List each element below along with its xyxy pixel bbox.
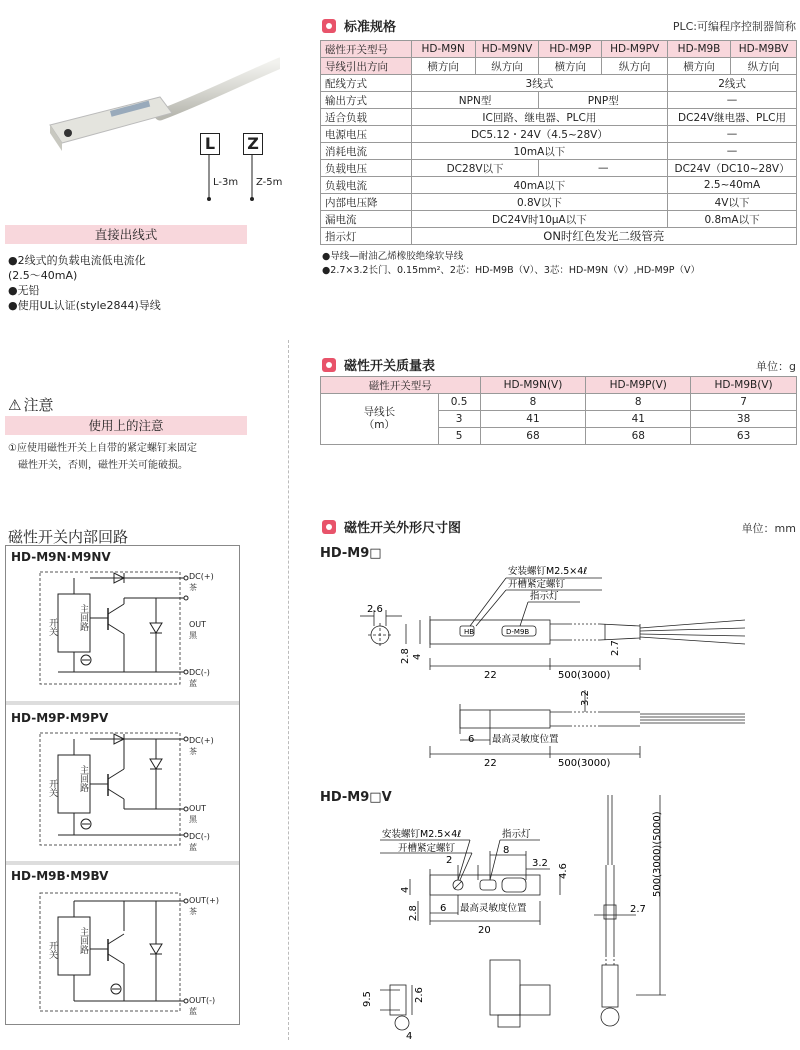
cell: — (668, 143, 797, 160)
table-row (321, 41, 797, 58)
terminal-label: DC(+) (189, 736, 214, 745)
tag-m9b: D-M9B (506, 628, 530, 636)
cell: 8 (480, 394, 586, 411)
caution-title: 注意 (23, 396, 54, 414)
cell: PNP型 (539, 92, 668, 109)
feature-item: ●无铅 (8, 284, 40, 297)
cell: 横方向 (668, 58, 731, 75)
dim-label: 3.2 (580, 690, 591, 706)
circuit-title-npn: HD-M9N·M9NV (11, 550, 111, 564)
cell: 3 (438, 411, 480, 428)
terminal-label: DC(-) (189, 668, 210, 677)
feature-item: (2.5～40mA) (8, 269, 78, 282)
model-header: HD-M9P (539, 41, 602, 58)
feature-list (8, 253, 161, 313)
cell: 2线式 (668, 75, 797, 92)
dim-label: 6 (440, 903, 447, 914)
dim-label: 20 (478, 925, 491, 936)
feature-item: ●2线式的负载电流低电流化 (8, 254, 146, 267)
lead-length-unit: （m） (363, 419, 395, 431)
dim-label: 500(3000) (558, 670, 611, 681)
row-label: 内部电压降 (321, 194, 412, 211)
caution-line: 磁性开关，否则，磁性开关可能破损。 (18, 460, 188, 471)
dim-label: 2.7 (610, 640, 621, 656)
cell: 8 (586, 394, 691, 411)
circuit-separator (6, 701, 239, 705)
dim-label: 2.6 (414, 987, 425, 1003)
cell: — (668, 92, 797, 109)
cell: 0.5 (438, 394, 480, 411)
m9v-drawing (340, 785, 800, 1045)
dim-label: 500(3000) (558, 758, 611, 769)
section-marker-icon (322, 520, 336, 534)
dim-label: 4 (406, 1031, 413, 1042)
section-marker-icon (322, 358, 336, 372)
lead-label-l: L-3m (213, 177, 239, 188)
dims-unit: 单位：mm (741, 522, 796, 535)
cell: 0.8V以下 (411, 194, 667, 211)
indicator-label: 指示灯 (502, 829, 531, 840)
dim-label: 6 (468, 734, 475, 745)
row-label: 输出方式 (321, 92, 412, 109)
caution-text (8, 440, 197, 474)
screw-label: 安装螺钉M2.5×4ℓ (382, 829, 462, 840)
sensitive-label: 最高灵敏度位置 (492, 734, 559, 745)
table-row (321, 92, 797, 109)
tag-hb: HB (464, 628, 475, 636)
table-row (321, 109, 797, 126)
dim-label: 9.5 (362, 991, 373, 1007)
circuit-main-label: 主回路 (78, 604, 88, 631)
circuit-title-pnp: HD-M9P·M9PV (11, 711, 109, 725)
cell: 3线式 (411, 75, 667, 92)
caution-bar: 使用上的注意 (5, 416, 247, 435)
cell: 纵方向 (602, 58, 668, 75)
table-row (321, 177, 797, 194)
cell: 63 (691, 428, 797, 445)
circuit-main-label: 主回路 (78, 927, 88, 954)
terminal-label: OUT (189, 620, 207, 629)
dim-label: 3.2 (532, 858, 548, 869)
m9v-title: HD-M9□V (320, 790, 392, 805)
circuit-switch-label: 开关 (47, 779, 57, 797)
cell: NPN型 (411, 92, 539, 109)
feature-item: ●使用UL认证(style2844)导线 (8, 299, 161, 312)
mass-unit: 单位：g (756, 360, 796, 373)
lead-label-z: Z-5m (256, 177, 283, 188)
spec-unit-note: PLC:可编程序控制器简称 (672, 20, 796, 33)
row-label: 漏电流 (321, 211, 412, 228)
cell: — (539, 160, 668, 177)
circuit-switch-label: 开关 (47, 618, 57, 636)
dim-label: 2.6 (367, 604, 383, 615)
lead-option-z: Z (243, 133, 263, 155)
row-label: 负载电压 (321, 160, 412, 177)
circuit-section-title: 磁性开关内部回路 (8, 528, 129, 546)
column-divider (288, 340, 289, 1040)
dim-label: 4.6 (558, 863, 569, 879)
dim-label: 2 (446, 855, 453, 866)
spec-header-label: 磁性开关型号 (321, 41, 412, 58)
dim-label: 2.7 (630, 904, 646, 915)
cell: 38 (691, 411, 797, 428)
mass-header-label: 磁性开关型号 (321, 377, 481, 394)
terminal-label: OUT(-) (189, 996, 216, 1005)
warning-icon: ⚠ (8, 395, 22, 414)
cell: 10mA以下 (411, 143, 667, 160)
dims-title: 磁性开关外形尺寸图 (344, 521, 462, 536)
model-header: HD-M9B(V) (691, 377, 797, 394)
spec-table (320, 40, 797, 245)
terminal-color: 蓝 (189, 679, 197, 688)
set-screw-label: 开槽紧定螺钉 (508, 579, 566, 590)
m9-title: HD-M9□ (320, 546, 382, 561)
table-row (321, 75, 797, 92)
direct-lead-title: 直接出线式 (5, 225, 247, 244)
table-row (321, 194, 797, 211)
terminal-label: DC(-) (189, 832, 210, 841)
terminal-label: OUT (189, 804, 207, 813)
model-header: HD-M9N(V) (480, 377, 586, 394)
model-header: HD-M9B (668, 41, 731, 58)
model-header: HD-M9BV (731, 41, 797, 58)
circuit-box (5, 545, 240, 1025)
cell: DC24V（DC10~28V） (668, 160, 797, 177)
row-label: 导线引出方向 (321, 58, 412, 75)
spec-notes (322, 250, 700, 278)
row-label: 指示灯 (321, 228, 412, 245)
table-row (321, 143, 797, 160)
spec-title: 标准规格 (344, 20, 397, 35)
cell: 横方向 (411, 58, 475, 75)
cell: 41 (480, 411, 586, 428)
table-row (321, 126, 797, 143)
terminal-label: DC(+) (189, 572, 214, 581)
spec-section-header (322, 16, 396, 35)
cell: 纵方向 (475, 58, 539, 75)
cell: DC24V继电器、PLC用 (668, 109, 797, 126)
cell: 5 (438, 428, 480, 445)
m9-drawing (340, 560, 800, 790)
spec-note: ●2.7×3.2长门、0.15mm²、2芯：HD-M9B（V）、3芯：HD-M9N（V）,HD-M9P（V） (322, 265, 701, 276)
table-row (321, 228, 797, 245)
model-header: HD-M9NV (475, 41, 539, 58)
dim-label: 22 (484, 670, 497, 681)
sensitive-label: 最高灵敏度位置 (460, 903, 527, 914)
terminal-label: OUT(+) (189, 896, 219, 905)
dim-label: 500(3000)(5000) (652, 811, 663, 897)
row-label: 负载电流 (321, 177, 412, 194)
table-row (321, 160, 797, 177)
circuit-main-label: 主回路 (78, 765, 88, 792)
circuit-switch-label: 开关 (47, 941, 57, 959)
model-header: HD-M9PV (602, 41, 668, 58)
table-row (321, 394, 797, 411)
terminal-color: 蓝 (189, 843, 197, 852)
cell: DC24V时10μA以下 (411, 211, 667, 228)
terminal-color: 黑 (189, 631, 197, 640)
table-row (321, 377, 797, 394)
circuit-separator (6, 861, 239, 865)
cell: 4V以下 (668, 194, 797, 211)
cell: 68 (586, 428, 691, 445)
section-marker-icon (322, 19, 336, 33)
dim-label: 4 (412, 653, 423, 660)
cell: IC回路、继电器、PLC用 (411, 109, 667, 126)
terminal-color: 蓝 (189, 1007, 197, 1016)
terminal-color: 黑 (189, 815, 197, 824)
cell: 2.5~40mA (668, 177, 797, 194)
cell: 0.8mA以下 (668, 211, 797, 228)
mass-table (320, 376, 797, 445)
model-header: HD-M9P(V) (586, 377, 691, 394)
cell: 纵方向 (731, 58, 797, 75)
screw-label: 安装螺钉M2.5×4ℓ (508, 566, 588, 577)
dim-label: 2.8 (400, 648, 411, 664)
cell: 41 (586, 411, 691, 428)
terminal-color: 茶 (189, 907, 197, 916)
spec-note: ●导线—耐油乙烯橡胶绝缘软导线 (322, 251, 464, 262)
cell: 68 (480, 428, 586, 445)
cell: — (668, 126, 797, 143)
set-screw-label: 开槽紧定螺钉 (398, 843, 456, 854)
row-label: 消耗电流 (321, 143, 412, 160)
cell: 40mA以下 (411, 177, 667, 194)
cell: DC5.12・24V（4.5~28V） (411, 126, 667, 143)
indicator-label: 指示灯 (530, 591, 559, 602)
table-row (321, 211, 797, 228)
row-label: 适合负载 (321, 109, 412, 126)
row-label (321, 394, 439, 445)
caution-header (8, 394, 53, 415)
mass-title: 磁性开关质量表 (344, 359, 436, 374)
mass-section-header (322, 355, 435, 374)
cell: 横方向 (539, 58, 602, 75)
dim-label: 4 (400, 886, 411, 893)
terminal-color: 茶 (189, 583, 197, 592)
cell: ON时红色发光二级管亮 (411, 228, 796, 245)
model-header: HD-M9N (411, 41, 475, 58)
circuit-title-2wire: HD-M9B·M9BV (11, 869, 109, 883)
row-label: 配线方式 (321, 75, 412, 92)
terminal-color: 茶 (189, 747, 197, 756)
lead-option-l: L (200, 133, 220, 155)
cell: 7 (691, 394, 797, 411)
caution-line: ①应使用磁性开关上自带的紧定螺钉来固定 (8, 443, 197, 454)
dim-label: 8 (503, 845, 510, 856)
row-label: 电源电压 (321, 126, 412, 143)
dim-label: 22 (484, 758, 497, 769)
dim-label: 2.8 (408, 905, 419, 921)
table-row (321, 58, 797, 75)
lead-length-label: 导线长 (363, 406, 396, 418)
dims-section-header (322, 517, 461, 536)
cell: DC28V以下 (411, 160, 539, 177)
